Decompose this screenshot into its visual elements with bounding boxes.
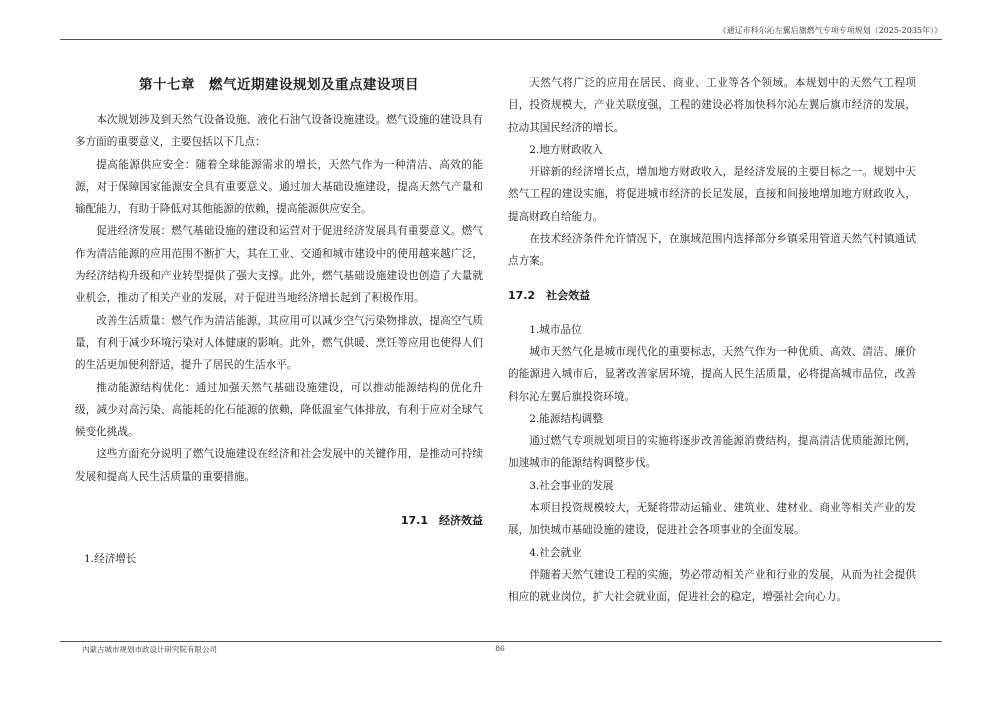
paragraph-social-development: 本项目投资规模较大，无疑将带动运输业、建筑业、建材业、商业等相关产业的发展，加快城市基础设施的建设，促进社会各项事业的全面发展。: [508, 502, 916, 537]
paragraph-local-finance: 开辟新的经济增长点，增加地方财政收入，是经济发展的主要目标之一。规划中天然气工程的建设实施，将促进城市经济的长足发展，直接和间接地增加地方财政收入，提高财政自给能力。: [508, 166, 916, 223]
item-social-development: 3.社会事业的发展: [529, 479, 614, 492]
paragraph-economic-development: 促进经济发展：燃气基础设施的建设和运营对于促进经济发展具有重要意义。燃气作为清洁能源的应用范围不断扩大，其在工业、交通和城市建设中的使用越来越广泛，为经济结构升级和产业转型提供了强大支撑。此外，燃气基础设施建设也创造了大量就业机会，推动了相关产业的发展，对于促进当地经济增长起到了积极作用。: [75, 225, 483, 305]
chapter-title: 第十七章 燃气近期建设规划及重点建设项目: [139, 77, 419, 93]
paragraph-pilot-plan: 在技术经济条件允许情况下，在旗域范围内选择部分乡镇采用管道天然气村镇通试点方案。: [508, 233, 916, 268]
paragraph-energy-adjustment: 通过燃气专项规划项目的实施将逐步改善能源消费结构，提高清洁优质能源比例，加速城市的能源结构调整步伐。: [508, 435, 916, 470]
left-column: [75, 72, 483, 570]
footer-organization: 内蒙古城市规划市政设计研究院有限公司: [82, 645, 217, 654]
paragraph-energy-structure: 推动能源结构优化：通过加强天然气基础设施建设，可以推动能源结构的优化升级，减少对高污染、高能耗的化石能源的依赖，降低温室气体排放，有利于应对全球气候变化挑战。: [75, 381, 483, 439]
item-local-finance: 2.地方财政收入: [529, 143, 603, 156]
paragraph-energy-security: 提高能源供应安全：随着全球能源需求的增长，天然气作为一种清洁、高效的能源，对于保障国家能源安全具有重要意义。通过加大基础设施建设，提高天然气产量和输配能力，有助于降低对其他能源的依赖，提高能源供应安全。: [75, 158, 483, 216]
paragraph-city-quality: 城市天然气化是城市现代化的重要标志，天然气作为一种优质、高效、清洁、廉价的能源进入城市后，显著改善家居环境，提高人民生活质量，必将提高城市品位，改善科尔沁左翼后旗投资环境。: [508, 345, 916, 403]
header-rule: [60, 39, 942, 40]
right-column: [508, 72, 916, 609]
paragraph-quality-of-life: 改善生活质量：燃气作为清洁能源，其应用可以减少空气污染物排放，提高空气质量，有利于减少环境污染对人体健康的影响。此外，燃气供暖、烹饪等应用也使得人们的生活更加便利舒适，提升了居民的生活水平。: [75, 314, 483, 372]
running-header: 《通辽市科尔沁左翼后旗燃气专项专项规划（2025-2035年）》: [718, 26, 942, 35]
intro-paragraph: 本次规划涉及到天然气设备设施、液化石油气设备设施建设。燃气设施的建设具有多方面的重要意义，主要包括以下几点：: [75, 114, 483, 149]
section-heading-17-2: 17.2 社会效益: [508, 288, 591, 302]
item-employment: 4.社会就业: [529, 546, 582, 559]
item-economic-growth: 1.经济增长: [84, 553, 137, 566]
item-energy-structure: 2.能源结构调整: [529, 412, 603, 425]
paragraph-employment: 伴随着天然气建设工程的实施，势必带动相关产业和行业的发展，从而为社会提供相应的就业岗位，扩大社会就业面，促进社会的稳定，增强社会向心力。: [508, 568, 916, 604]
item-city-quality: 1.城市品位: [529, 323, 582, 336]
page-number: 86: [495, 644, 505, 653]
footer-rule: [60, 641, 942, 642]
paragraph-summary: 这些方面充分说明了燃气设施建设在经济和社会发展中的关键作用，是推动可持续发展和提高人民生活质量的重要措施。: [75, 448, 483, 483]
section-heading-17-1: 17.1 经济效益: [400, 514, 483, 528]
paragraph-growth-detail: 天然气将广泛的应用在居民、商业、工业等各个领域。本规划中的天然气工程项目，投资规模大，产业关联度强，工程的建设必将加快科尔沁左翼后旗市经济的发展，拉动其国民经济的增长。: [508, 77, 916, 134]
